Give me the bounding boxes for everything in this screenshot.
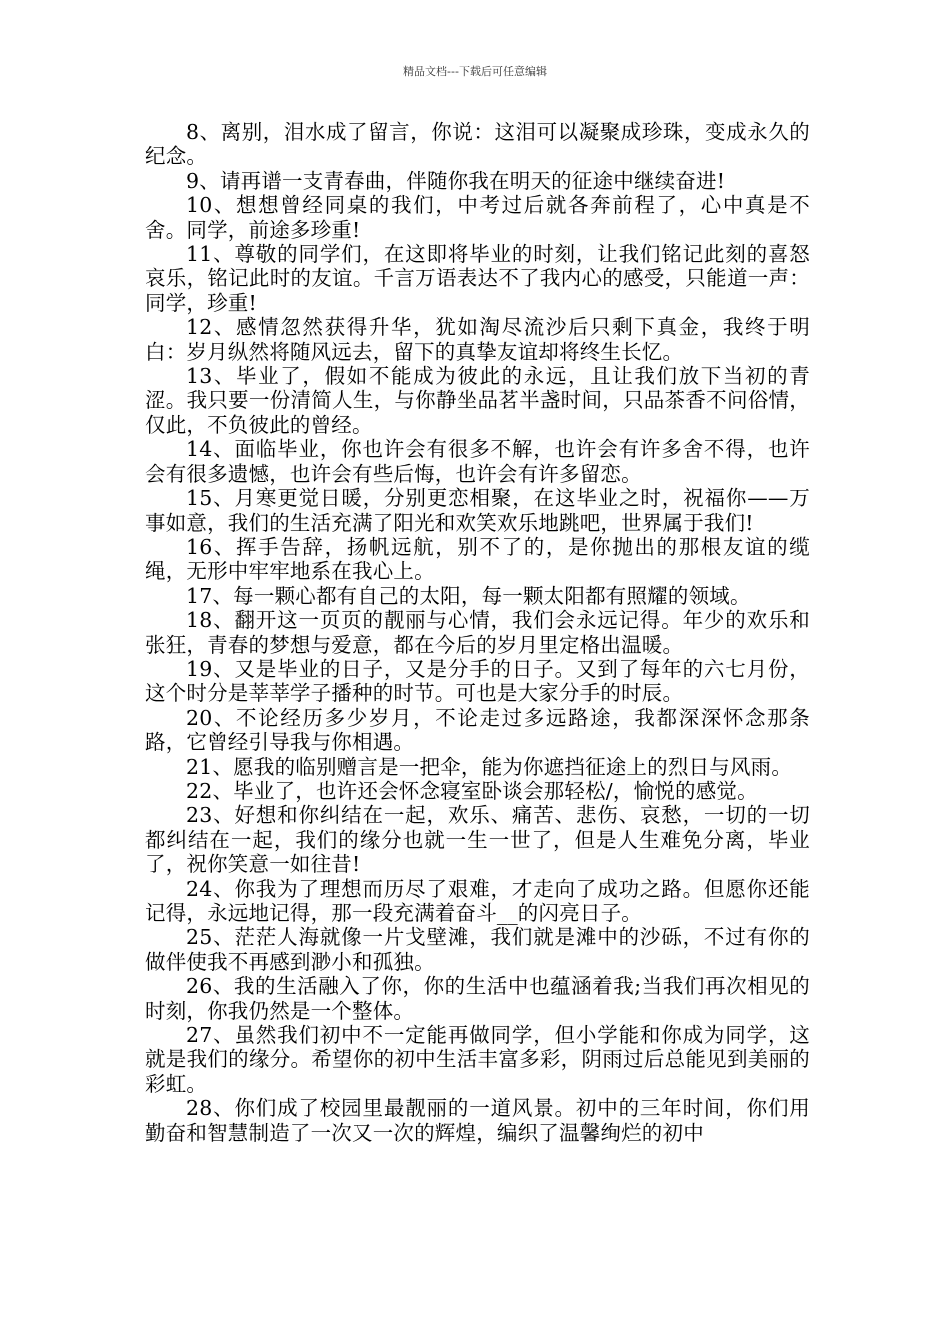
paragraph-19: 19、又是毕业的日子，又是分手的日子。又到了每年的六七月份，这个时分是莘莘学子播种的时节。可也是大家分手的时辰。	[145, 656, 810, 706]
paragraph-26: 26、我的生活融入了你，你的生活中也蕴涵着我;当我们再次相见的时刻，你我仍然是一个整体。	[145, 974, 810, 1023]
paragraph-17: 17、每一颗心都有自己的太阳，每一颗太阳都有照耀的领域。	[186, 583, 751, 608]
paragraph-12: 12、感情忽然获得升华，犹如淘尽流沙后只剩下真金，我终于明白：岁月纵然将随风远去，留下的真挚友谊却将终生长忆。	[145, 315, 810, 364]
paragraph-8: 8、离别，泪水成了留言，你说：这泪可以凝聚成珍珠，变成永久的纪念。	[145, 120, 810, 169]
paragraph-24: 24、你我为了理想而历尽了艰难，才走向了成功之路。但愿你还能记得，永远地记得，那一段充满着奋斗__的闪亮日子。	[145, 876, 810, 925]
document-body	[145, 120, 810, 1145]
paragraph-25: 25、茫茫人海就像一片戈壁滩，我们就是滩中的沙砾，不过有你的做伴使我不再感到渺小和孤独。	[145, 925, 810, 974]
paragraph-9: 9、请再谱一支青春曲，伴随你我在明天的征途中继续奋进!	[186, 168, 726, 193]
paragraph-23: 23、好想和你纠结在一起，欢乐、痛苦、悲伤、哀愁，一切的一切都纠结在一起，我们的缘分也就一生一世了，但是人生难免分离，毕业了，祝你笑意一如往昔!	[145, 803, 810, 877]
paragraph-21: 21、愿我的临别赠言是一把伞，能为你遮挡征途上的烈日与风雨。	[186, 754, 793, 779]
paragraph-11: 11、尊敬的同学们，在这即将毕业的时刻，让我们铭记此刻的喜怒哀乐，铭记此时的友谊。千言万语表达不了我内心的感受，只能道一声：同学，珍重!	[145, 242, 810, 315]
paragraph-15: 15、月寒更觉日暖，分别更恋相聚，在这毕业之时，祝福你——万事如意，我们的生活充满了阳光和欢笑欢乐地跳吧，世界属于我们!	[145, 486, 810, 535]
paragraph-22: 22、毕业了，也许还会怀念寝室卧谈会那轻松/，愉悦的感觉。	[186, 778, 758, 803]
paragraph-20: 20、不论经历多少岁月，不论走过多远路途，我都深深怀念那条路，它曾经引导我与你相遇。	[145, 705, 810, 755]
paragraph-13: 13、毕业了，假如不能成为彼此的永远，且让我们放下当初的青涩。我只要一份清简人生，与你静坐品茗半盏时间，只品茶香不问俗情，仅此，不负彼此的曾经。	[145, 364, 810, 437]
paragraph-27: 27、虽然我们初中不一定能再做同学，但小学能和你成为同学，这就是我们的缘分。希望你的初中生活丰富多彩，阴雨过后总能见到美丽的彩虹。	[145, 1023, 810, 1096]
paragraph-14: 14、面临毕业，你也许会有很多不解，也许会有许多舍不得，也许会有很多遗憾，也许会有些后悔，也许会有许多留恋。	[145, 437, 810, 486]
paragraph-10: 10、想想曾经同桌的我们，中考过后就各奔前程了，心中真是不舍。同学，前途多珍重!	[145, 193, 810, 242]
paragraph-16: 16、挥手告辞，扬帆远航，别不了的，是你抛出的那根友谊的缆绳，无形中牢牢地系在我心上。	[145, 534, 810, 584]
paragraph-28: 28、你们成了校园里最靓丽的一道风景。初中的三年时间，你们用勤奋和智慧制造了一次又一次的辉煌，编织了温馨绚烂的初中	[145, 1096, 810, 1145]
paragraph-18: 18、翻开这一页页的靓丽与心情，我们会永远记得。年少的欢乐和张狂，青春的梦想与爱意，都在今后的岁月里定格出温暖。	[145, 608, 810, 657]
page-header: 精品文档---下载后可任意编辑	[403, 65, 547, 78]
